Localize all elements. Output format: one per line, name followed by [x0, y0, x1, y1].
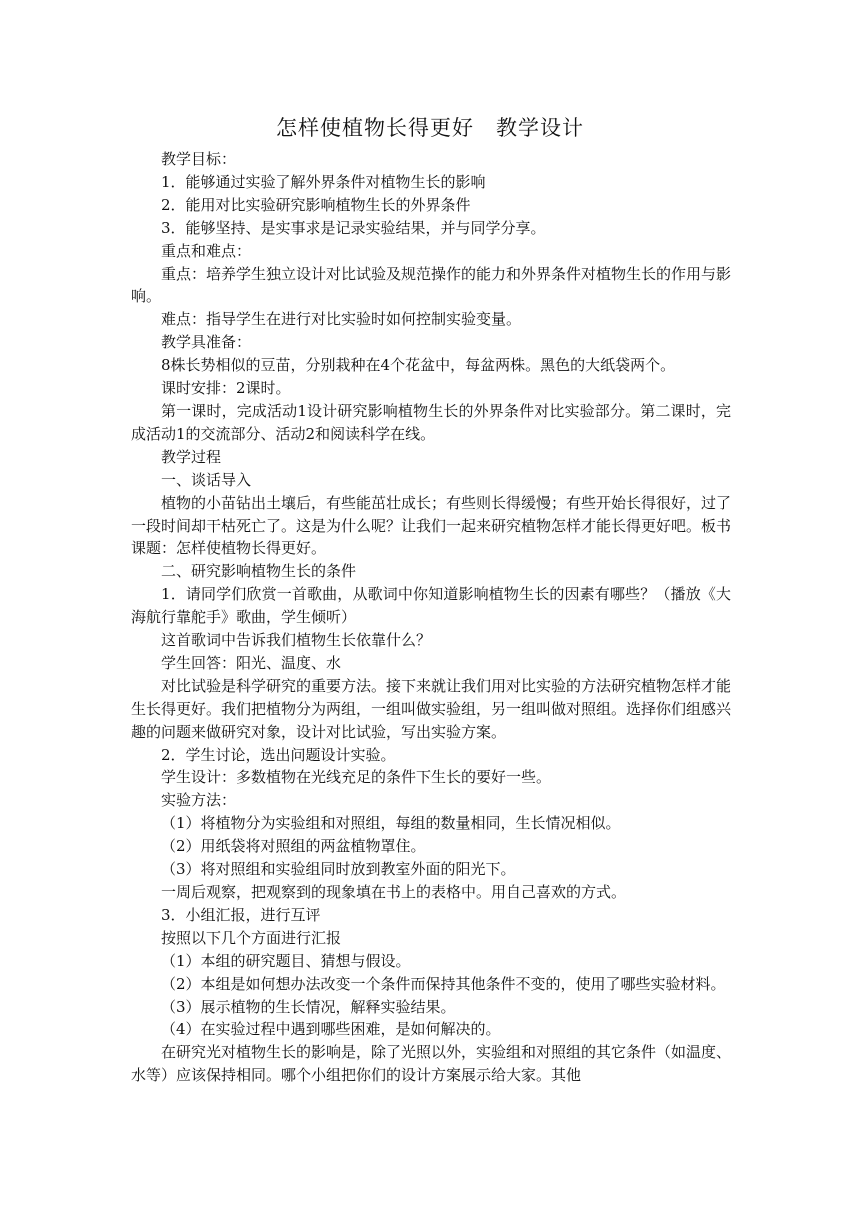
paragraph-comparison-method: 对比试验是科学研究的重要方法。接下来就让我们用对比实验的方法研究植物怎样才能生长得更好。我们把植物分为两组，一组叫做实验组，另一组叫做对照组。选择你们组感兴趣的问题来做研究对象，设计对比试验，写出实验方案。 [131, 676, 732, 741]
paragraph-materials: 8株长势相似的豆苗，分别栽种在4个花盆中，每盆两株。黑色的大纸袋两个。 [161, 356, 676, 375]
paragraph-materials-heading: 教学具准备： [161, 333, 252, 352]
paragraph-report-intro: 按照以下几个方面进行汇报 [161, 928, 342, 947]
paragraph-difficulty: 难点：指导学生在进行对比实验时如何控制实验变量。 [161, 310, 522, 329]
paragraph-schedule: 课时安排：2课时。 [161, 379, 291, 398]
paragraph-step-2: 2．学生讨论，选出问题设计实验。 [161, 745, 396, 764]
paragraph-student-answer: 学生回答：阳光、温度、水 [161, 653, 342, 672]
paragraph-section-2-heading: 二、研究影响植物生长的条件 [161, 562, 357, 581]
paragraph-question: 这首歌词中告诉我们植物生长依靠什么？ [161, 631, 432, 650]
paragraph-method-heading: 实验方法： [161, 791, 237, 810]
paragraph-observation: 一周后观察，把观察到的现象填在书上的表格中。用自己喜欢的方式。 [161, 883, 627, 901]
document-title: 怎样使植物长得更好 教学设计 [276, 116, 584, 140]
paragraph-key-points-heading: 重点和难点： [161, 241, 252, 260]
paragraph-report-3: （3）展示植物的生长情况，解释实验结果。 [161, 997, 456, 1016]
paragraph-student-design: 学生设计：多数植物在光线充足的条件下生长的要好一些。 [161, 768, 552, 787]
document-body [131, 148, 731, 1087]
paragraph-objective-3: 3．能够坚持、是实事求是记录实验结果，并与同学分享。 [161, 218, 546, 237]
paragraph-schedule-detail: 第一课时，完成活动1设计研究影响植物生长的外界条件对比实验部分。第二课时，完成活动1的交流部分、活动2和阅读科学在线。 [131, 401, 731, 443]
paragraph-method-1: （1）将植物分为实验组和对照组，每组的数量相同，生长情况相似。 [161, 814, 621, 833]
paragraph-objective-1: 1．能够通过实验了解外界条件对植物生长的影响 [161, 172, 486, 191]
paragraph-section-1-heading: 一、谈话导入 [161, 470, 252, 489]
paragraph-method-2: （2）用纸袋将对照组的两盆植物罩住。 [161, 837, 426, 856]
paragraph-report-4: （4）在实验过程中遇到哪些困难，是如何解决的。 [161, 1020, 501, 1039]
paragraph-objective-2: 2．能用对比实验研究影响植物生长的外界条件 [161, 195, 471, 214]
paragraph-light-study: 在研究光对植物生长的影响是，除了光照以外，实验组和对照组的其它条件（如温度、水等）应该保持相同。哪个小组把你们的设计方案展示给大家。其他 [131, 1043, 732, 1085]
paragraph-step-3: 3．小组汇报，进行互评 [161, 905, 321, 924]
paragraph-report-1: （1）本组的研究题目、猜想与假设。 [161, 951, 411, 970]
paragraph-step-1: 1．请同学们欣赏一首歌曲，从歌词中你知道影响植物生长的因素有哪些？（播放《大海航行靠舵手》歌曲，学生倾听） [131, 585, 731, 627]
paragraph-objectives-heading: 教学目标： [161, 150, 237, 168]
paragraph-report-2: （2）本组是如何想办法改变一个条件而保持其他条件不变的，使用了哪些实验材料。 [161, 974, 726, 993]
paragraph-process-heading: 教学过程 [161, 447, 222, 466]
paragraph-key-point: 重点：培养学生独立设计对比试验及规范操作的能力和外界条件对植物生长的作用与影响。 [131, 264, 732, 306]
paragraph-introduction: 植物的小苗钻出土壤后，有些能茁壮成长；有些则长得缓慢；有些开始长得很好，过了一段时间却干枯死亡了。这是为什么呢？让我们一起来研究植物怎样才能长得更好吧。板书课题：怎样使植物长得更好。 [131, 493, 732, 558]
paragraph-method-3: （3）将对照组和实验组同时放到教室外面的阳光下。 [161, 860, 516, 879]
